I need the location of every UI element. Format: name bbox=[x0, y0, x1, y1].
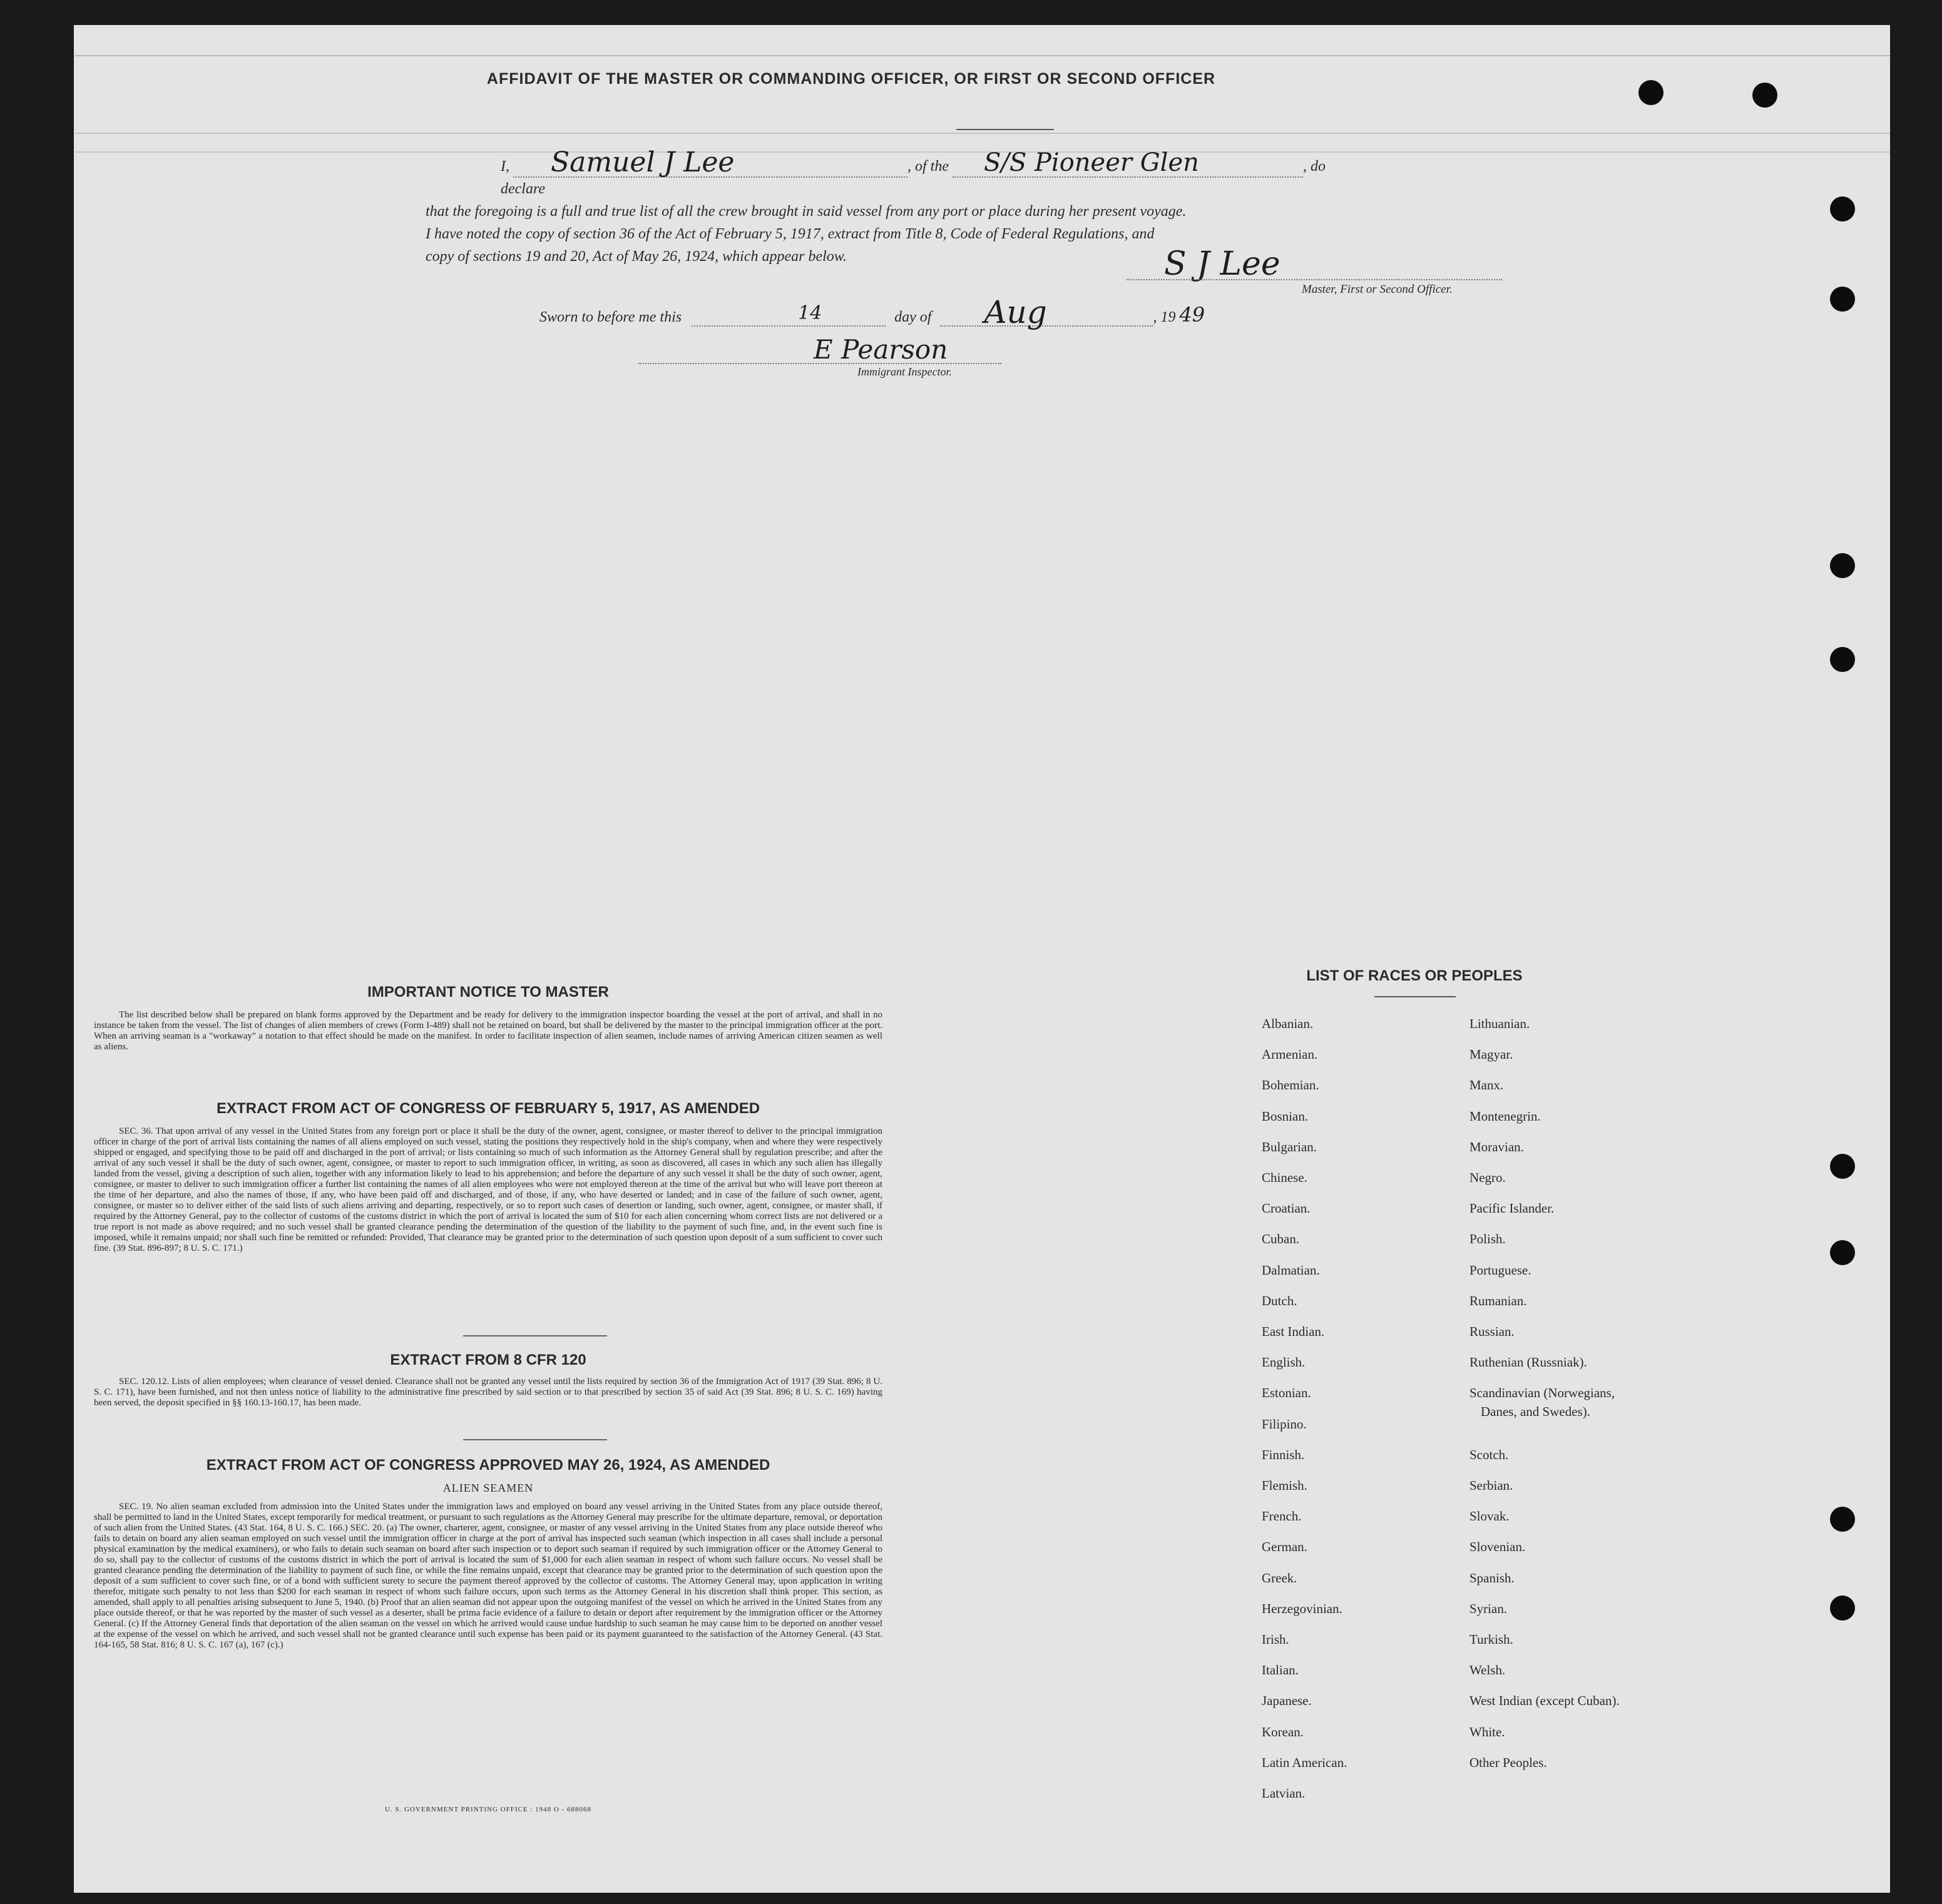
race-item: German. bbox=[1262, 1539, 1307, 1555]
race-item: Italian. bbox=[1262, 1662, 1299, 1678]
race-item: French. bbox=[1262, 1509, 1302, 1524]
race-item: Latvian. bbox=[1262, 1786, 1306, 1801]
of-the-label: , of the bbox=[907, 158, 949, 175]
race-item: Serbian. bbox=[1469, 1478, 1513, 1493]
vessel-name-field bbox=[953, 148, 1303, 178]
sworn-label: Sworn to before me this bbox=[539, 309, 682, 325]
sworn-month-handwritten: Aug bbox=[984, 294, 1047, 330]
punch-hole bbox=[1830, 553, 1855, 578]
race-item: Manx. bbox=[1469, 1077, 1504, 1093]
printing-office-footer: U. S. GOVERNMENT PRINTING OFFICE : 1948 O - 688068 bbox=[384, 1806, 591, 1813]
race-item: East Indian. bbox=[1262, 1324, 1325, 1339]
race-item: Portuguese. bbox=[1469, 1262, 1531, 1278]
affidavit-line-1 bbox=[426, 146, 1333, 200]
race-item: Bohemian. bbox=[1262, 1077, 1319, 1093]
day-of-label: day of bbox=[894, 309, 932, 325]
header-rule bbox=[75, 55, 1890, 56]
punch-hole bbox=[1830, 647, 1855, 672]
race-item: Cuban. bbox=[1262, 1231, 1300, 1247]
race-item: Croatian. bbox=[1262, 1201, 1311, 1216]
inspector-signature-line bbox=[638, 363, 1001, 364]
affidavit-line-2: that the foregoing is a full and true list of all the crew brought in said vessel from any port or place during her present voyage. bbox=[426, 203, 1187, 220]
race-item: Scotch. bbox=[1469, 1447, 1509, 1462]
race-item: Magyar. bbox=[1469, 1047, 1513, 1062]
race-item: Scandinavian (Norwegians, bbox=[1469, 1385, 1615, 1401]
title-divider bbox=[956, 129, 1054, 130]
punch-hole bbox=[1830, 196, 1855, 221]
header-rule bbox=[75, 133, 1890, 134]
notice-text: The list described below shall be prepared on blank forms approved by the Department and be ready for delivery to the immigration inspector boarding the vessel at the port of arrival, and shall in no instance be taken from the vessel. The list of changes of alien members of crews (Form I-489) shall not be retained on board, but shall be delivered by the master to the principal immigration officer at the port. When an arriving seaman is a "workaway" a notation to that effect should be made on the manifest. In order to facilitate inspection of alien seamen, include names of arriving American citizen seamen as well as aliens. bbox=[94, 1010, 882, 1052]
notice-title: IMPORTANT NOTICE TO MASTER bbox=[367, 984, 609, 1000]
race-item: Other Peoples. bbox=[1469, 1754, 1547, 1770]
affidavit-line-4: copy of sections 19 and 20, Act of May 26, 1924, which appear below. bbox=[426, 248, 847, 265]
sworn-month-field bbox=[940, 294, 1153, 330]
master-signature: S J Lee bbox=[1164, 245, 1280, 283]
year-handwritten: 49 bbox=[1179, 303, 1205, 327]
race-item: Chinese. bbox=[1262, 1170, 1307, 1185]
extract-1924-subtitle: ALIEN SEAMEN bbox=[442, 1482, 534, 1494]
races-title: LIST OF RACES OR PEOPLES bbox=[1306, 967, 1523, 984]
race-item: Syrian. bbox=[1469, 1601, 1508, 1616]
race-item: Dutch. bbox=[1262, 1293, 1297, 1308]
sworn-day-field bbox=[692, 302, 886, 327]
master-signature-line bbox=[1127, 279, 1502, 280]
race-item: Danes, and Swedes). bbox=[1481, 1403, 1590, 1419]
inspector-signature: E Pearson bbox=[814, 334, 948, 365]
race-item: Montenegrin. bbox=[1469, 1108, 1541, 1124]
master-name-handwritten: Samuel J Lee bbox=[551, 146, 735, 178]
race-item: Japanese. bbox=[1262, 1693, 1312, 1709]
race-item: Flemish. bbox=[1262, 1478, 1307, 1493]
race-item: Negro. bbox=[1469, 1170, 1506, 1185]
race-item: Welsh. bbox=[1469, 1662, 1506, 1678]
race-item: Herzegovinian. bbox=[1262, 1601, 1342, 1616]
punch-hole bbox=[1830, 1240, 1855, 1265]
inspector-caption: Immigrant Inspector. bbox=[857, 365, 952, 378]
race-item: Bosnian. bbox=[1262, 1108, 1309, 1124]
master-caption: Master, First or Second Officer. bbox=[1302, 283, 1453, 296]
pronoun-i: I, bbox=[501, 158, 509, 175]
race-item: Turkish. bbox=[1469, 1632, 1513, 1647]
extract-8cfr-title: EXTRACT FROM 8 CFR 120 bbox=[390, 1352, 586, 1368]
race-item: Dalmatian. bbox=[1262, 1262, 1320, 1278]
race-item: Albanian. bbox=[1262, 1016, 1314, 1031]
section-divider bbox=[463, 1335, 607, 1336]
declare-label: , do declare bbox=[501, 158, 1326, 197]
race-item: Moravian. bbox=[1469, 1139, 1524, 1154]
race-item: Slovak. bbox=[1469, 1509, 1510, 1524]
punch-hole bbox=[1638, 80, 1663, 105]
punch-hole bbox=[1830, 1596, 1855, 1621]
races-title-divider bbox=[1374, 996, 1456, 997]
section-divider bbox=[463, 1439, 607, 1440]
punch-hole bbox=[1752, 83, 1777, 108]
year-prefix: , 19 bbox=[1153, 309, 1176, 325]
race-item: Korean. bbox=[1262, 1724, 1304, 1739]
race-item: Spanish. bbox=[1469, 1570, 1515, 1586]
race-item: White. bbox=[1469, 1724, 1505, 1739]
extract-1924-title: EXTRACT FROM ACT OF CONGRESS APPROVED MAY 26, 1924, AS AMENDED bbox=[206, 1457, 770, 1474]
vessel-name-handwritten: S/S Pioneer Glen bbox=[984, 148, 1199, 177]
sworn-line bbox=[539, 294, 1205, 330]
race-item: Rumanian. bbox=[1469, 1293, 1527, 1308]
race-item: Filipino. bbox=[1262, 1416, 1307, 1432]
race-item: Pacific Islander. bbox=[1469, 1201, 1555, 1216]
race-item: Irish. bbox=[1262, 1632, 1289, 1647]
master-name-field bbox=[513, 146, 907, 178]
punch-hole bbox=[1830, 1154, 1855, 1179]
race-item: Lithuanian. bbox=[1469, 1016, 1530, 1031]
race-item: Slovenian. bbox=[1469, 1539, 1526, 1555]
affidavit-title: AFFIDAVIT OF THE MASTER OR COMMANDING OFFICER, OR FIRST OR SECOND OFFICER bbox=[486, 70, 1216, 88]
extract-1917-text: SEC. 36. That upon arrival of any vessel in the United States from any foreign port or place it shall be the duty of the owner, agent, consignee, or master thereof to deliver to the principal immigration officer in charge of the port of arrival lists containing the names of all aliens employed on such vessel, stating the positions they respectively hold in the ship's company, when and where they were respectively shipped or engaged, and specifying those to be paid off and discharged in the port of arrival; or lists containing so much of such information as the Attorney General shall by regulation prescribe; and after the arrival of any such vessel it shall be the duty of such owner, agent, consignee, or master to report to such immigration officer, in writing, as soon as discovered, all cases in which any such alien has illegally landed from the vessel, giving a description of such alien, together with any information likely to lead to his apprehension; and before the departure of any such vessel it shall be the duty of such owner, agent, consignee, or master to deliver to such immigration officer a further list containing the names of all alien employees who were not employed thereon at the time of the arrival but who will leave port thereon at the time of her departure, and also the names of those, if any, who have been paid off and discharged, and of those, if any, who have deserted or landed; and in case of the failure of such owner, agent, consignee, or master so to deliver either of the said lists of such aliens arriving and departing, respectively, or so to report such cases of desertion or landing, such owner, agent, consignee, or master shall, if required by the Attorney General, pay to the collector of customs of the customs district in which the port of arrival is located the sum of $10 for each alien concerning whom correct lists are not delivered or a true report is not made as above required; and no such vessel shall be granted clearance pending the determination of the question of the liability to the payment of such fine, and, in the event such fine is imposed, while it remains unpaid; nor shall such fine be remitted or refunded: Provided, That clearance may be granted prior to the determination of such question upon deposit of a sum sufficient to cover such fine. (39 Stat. 896-897; 8 U. S. C. 171.) bbox=[94, 1126, 882, 1253]
race-item: Finnish. bbox=[1262, 1447, 1305, 1462]
punch-hole bbox=[1830, 287, 1855, 312]
race-item: Russian. bbox=[1469, 1324, 1515, 1339]
sworn-day-handwritten: 14 bbox=[798, 302, 822, 324]
extract-1917-title: EXTRACT FROM ACT OF CONGRESS OF FEBRUARY 5, 1917, AS AMENDED bbox=[216, 1100, 760, 1117]
race-item: Polish. bbox=[1469, 1231, 1506, 1247]
race-item: English. bbox=[1262, 1355, 1306, 1370]
race-item: Estonian. bbox=[1262, 1385, 1311, 1401]
race-item: Ruthenian (Russniak). bbox=[1469, 1355, 1587, 1370]
affidavit-line-3: I have noted the copy of section 36 of the Act of February 5, 1917, extract from Title 8, Code of Federal Regulations, and bbox=[426, 226, 1155, 242]
race-item: Latin American. bbox=[1262, 1754, 1347, 1770]
header-rule bbox=[75, 151, 1890, 153]
race-item: West Indian (except Cuban). bbox=[1469, 1693, 1620, 1709]
race-item: Armenian. bbox=[1262, 1047, 1318, 1062]
race-item: Greek. bbox=[1262, 1570, 1297, 1586]
extract-8cfr-text: SEC. 120.12. Lists of alien employees; when clearance of vessel denied. Clearance shall not be granted any vessel until the lists required by section 36 of the Immigration Act of 1917 (39 Stat. 896; 8 U. S. C. 171), have been furnished, and not then unless notice of liability to the administrative fine prescribed by said section or to that prescribed by section 35 of said Act (39 Stat. 896; 8 U. S. C. 169) having been served, the deposit specified in §§ 160.13-160.17, has been made. bbox=[94, 1377, 882, 1408]
punch-hole bbox=[1830, 1507, 1855, 1532]
race-item: Bulgarian. bbox=[1262, 1139, 1317, 1154]
extract-1924-text: SEC. 19. No alien seaman excluded from admission into the United States under the immigration laws and employed on board any vessel arriving in the United States from any place outside thereof, shall be permitted to land in the United States, except temporarily for medical treatment, or pursuant to such regulations as the Attorney General may prescribe for the ultimate departure, removal, or deportation of such alien from the United States. (43 Stat. 164, 8 U. S. C. 166.) SEC. 20. (a) The owner, charterer, agent, consignee, or master of any vessel arriving in the United States from any place outside thereof who fails to detain on board any alien seaman employed on such vessel until the immigration officer in charge at the port of arrival has inspected such seaman (which inspection in all cases shall include a personal physical examination by the medical examiners), or who fails to detain such seaman on board after such inspection or to deport such seaman if required by such immigration officer or the Attorney General to do so, shall pay to the collector of customs of the customs district in which the port of arrival is located the sum of $1,000 for each alien seaman in respect of whom such failure occurs. No vessel shall be granted clearance pending the determination of the liability to payment of such fine, or while the fine remains unpaid, except that clearance may be granted prior to the determination of such question upon the deposit of a sum sufficient to cover such fine, or of a bond with sufficient surety to secure the payment thereof approved by the collector of customs. The Attorney General may, upon application in writing therefor, mitigate such penalty to not less than $200 for each seaman in respect of whom such failure occurs, upon such terms as the Attorney General in his discretion shall think proper. This section, as amended, shall apply to all penalties arising subsequent to June 5, 1940. (b) Proof that an alien seaman did not appear upon the outgoing manifest of the vessel on which he arrived in the United States from any place outside thereof, or that he was reported by the master of such vessel as a deserter, shall be prima facie evidence of a failure to detain or deport after requirement by the immigration officer or the Attorney General. (c) If the Attorney General finds that deportation of the alien seaman on the vessel on which he arrived would cause undue hardship to such seaman he may cause him to be deported on another vessel at the expense of the vessel on which he arrived, and such vessel shall not be granted clearance until such expense has been paid or its payment guaranteed to the satisfaction of the Attorney General. (43 Stat. 164-165, 58 Stat. 816; 8 U. S. C. 167 (a), 167 (c).) bbox=[94, 1502, 882, 1650]
